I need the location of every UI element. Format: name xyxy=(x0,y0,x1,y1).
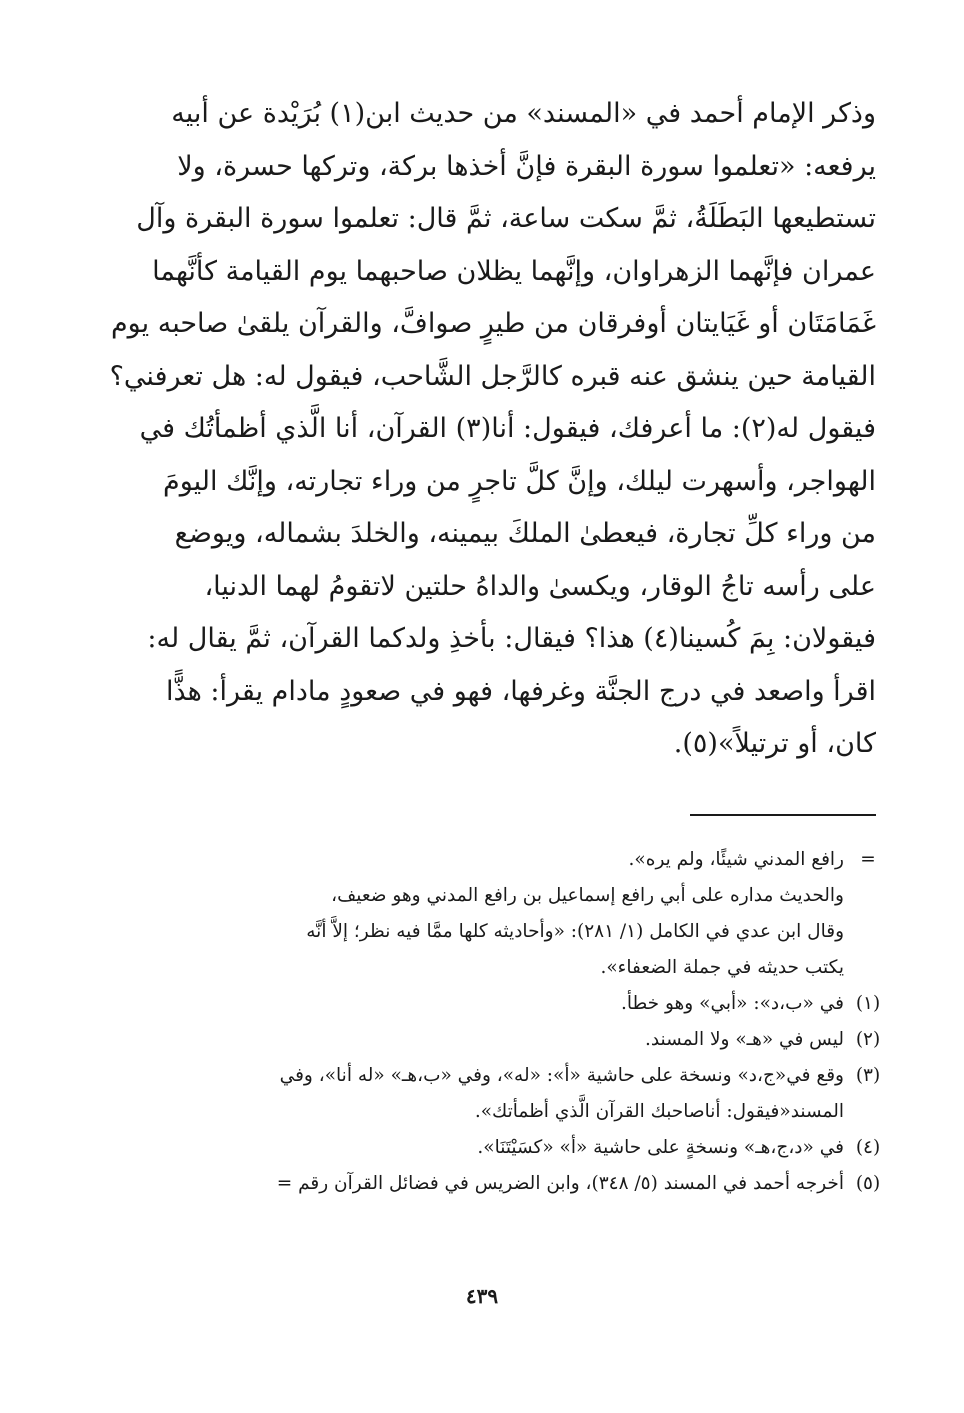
footnote-4 xyxy=(80,1130,892,1166)
footnote-5 xyxy=(80,1166,892,1202)
footnote-2 xyxy=(80,1022,892,1058)
main-text-line: من وراء كلِّ تجارة، فيعطىٰ الملكَ بيمينه، والخلدَ بشماله، ويوضع xyxy=(174,518,876,549)
footnote-body xyxy=(80,1022,844,1058)
main-text xyxy=(80,88,876,771)
footnote-line: المسند«فيقول: أناصاحبك القرآن الَّذي أظمأتك». xyxy=(474,1101,844,1122)
footnote-body xyxy=(80,842,844,986)
footnote-number: (٢) xyxy=(855,1029,881,1050)
main-text-line: القيامة حين ينشق عنه قبره كالرَّجل الشَّاحب، فيقول له: هل تعرفني؟ xyxy=(109,360,876,392)
footnote-number: (٣) xyxy=(855,1065,881,1086)
page-number: ٤٣٩ xyxy=(465,1284,499,1308)
footnote-divider xyxy=(690,814,876,816)
footnote-line: ليس في «هـ» ولا المسند. xyxy=(644,1029,844,1050)
footnote-body xyxy=(80,986,844,1022)
footnote-body xyxy=(80,1130,844,1166)
main-text-line: فيقولان: بِمَ كُسينا(٤) هذا؟ فيقال: بأخذِ ولدكما القرآن، ثمَّ يقال له: xyxy=(147,623,876,654)
footnote-line: أخرجه أحمد في المسند (٥/ ٣٤٨)، وابن الضريس في فضائل القرآن رقم = xyxy=(276,1173,844,1194)
main-text-line: عمران فإنَّهما الزهراوان، وإنَّهما يظلان صاحبهما يوم القيامة كأنَّهما xyxy=(152,255,876,287)
footnote-number: (٤) xyxy=(855,1137,881,1158)
main-text-line: اقرأ واصعد في درج الجنَّة وغرفها، فهو في صعودٍ مادام يقرأ: هذًّا xyxy=(165,675,876,707)
footnote-line: في «ب،د»: «أبي» وهو خطأ. xyxy=(620,993,844,1014)
footnote-number: (٥) xyxy=(855,1173,881,1194)
footnote-number: (١) xyxy=(855,993,881,1014)
footnote-3 xyxy=(80,1058,892,1130)
footnote-body xyxy=(80,1058,844,1130)
main-text-line: فيقول له(٢): ما أعرفك، فيقول: أنا(٣) القرآن، أنا الَّذي أظمأتُك في xyxy=(139,413,876,444)
footnote-line: في «د،ج،هـ» ونسخةٍ على حاشية «أ» «كسَيْتَنَا». xyxy=(477,1137,844,1158)
footnote-body xyxy=(80,1166,844,1202)
main-text-line: تستطيعها البَطَلَةُ، ثمَّ سكت ساعة، ثمَّ قال: تعلموا سورة البقرة وآل xyxy=(136,203,876,234)
footnotes xyxy=(80,842,892,1202)
main-text-line: يرفعه: «تعلموا سورة البقرة فإنَّ أخذها بركة، وتركها حسرة، ولا xyxy=(177,150,876,182)
main-text-line: على رأسه تاجُ الوقار، ويكسىٰ والداهُ حلتين لاتقومُ لهما الدنيا، xyxy=(204,570,876,602)
main-text-line: كان، أو ترتيلاً»(٥). xyxy=(673,728,876,759)
footnote-line: وقع في«ج،د» ونسخة على حاشية «أ»: «له»، وفي «ب،هـ» «له أنا»، وفي xyxy=(279,1065,844,1086)
main-text-line: غَمَامَتَان أو غَيَايتان أوفرقان من طيرٍ صوافَّ، والقرآن يلقىٰ صاحبه يوم xyxy=(110,308,876,339)
main-text-line: وذكر الإمام أحمد في «المسند» من حديث ابن(١) بُرَيْدة عن أبيه xyxy=(171,98,876,129)
footnote-1 xyxy=(80,986,892,1022)
footnote-line: رافع المدني شيئًا، ولم يره». xyxy=(628,849,844,870)
footnote-line: والحديث مداره على أبي رافع إسماعيل بن رافع المدني وهو ضعيف، xyxy=(331,885,844,906)
footnote-line: وقال ابن عدي في الكامل (١/ ٢٨١): «وأحاديثه كلها ممَّا فيه نظر؛ إلاَّ أنَّه xyxy=(306,921,844,942)
main-text-line: الهواجر، وأسهرت ليلك، وإنَّ كلَّ تاجرٍ من وراء تجارته، وإنَّك اليومَ xyxy=(162,465,876,497)
footnote-line: يكتب حديثه في جملة الضعفاء». xyxy=(600,957,844,978)
continuation-marker: = xyxy=(860,849,876,870)
document-page xyxy=(80,88,876,771)
footnote-continuation xyxy=(80,842,892,986)
